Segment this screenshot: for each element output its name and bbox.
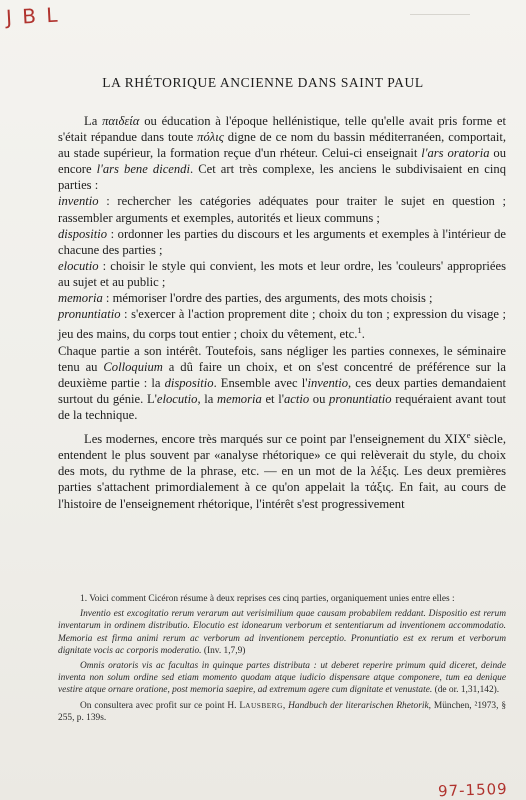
page-title: LA RHÉTORIQUE ANCIENNE DANS SAINT PAUL [102, 75, 424, 90]
list-item: inventio : rechercher les catégories adéquates pour traiter le sujet en question ; rassembler arguments et exemples, autorités et lieux communs ; [58, 194, 506, 225]
handwritten-mark: J B L [5, 2, 61, 30]
list-item: pronuntiatio : s'exercer à l'action proprement dite ; choix du ton ; expression du visage ; jeu des mains, du corps tout entier ; choix du vêtement, etc.$^1$. [58, 307, 506, 342]
parts-list [58, 193, 506, 342]
faint-header-rule [410, 14, 470, 15]
footnote-1: 1. Voici comment Cicéron résume à deux reprises ces cinq parties, organiquement unies entre elles : [80, 594, 455, 604]
footnote-quote-inventio: Inventio est excogitatio rerum verarum aut verisimilium quae causam probabilem reddant. Dispositio est rerum inventarum in ordinem distributio. Elocutio est idonearum verborum et sententiarum ad inventionem accommodatio. Memoria est firma animi rerum ac verborum ad inventionem perceptio. Pronuntiatio est ex rerum et verborum dignitate vocis ac corporis moderatio. (Inv. 1,7,9) [58, 609, 506, 656]
catalog-number: 97-1509 [437, 779, 508, 800]
footnote-lausberg: On consultera avec profit sur ce point H. LAUSBERG, Handbuch der literarischen Rhetorik, München, ²1973, § 255, p. 139s. [58, 700, 507, 723]
paragraph-choice: Chaque partie a son intérêt. Toutefois, sans négliger les parties connexes, le séminaire tenu au Colloquium a dû faire un choix, et on s'est concentré de préférence sur la deuxième partie : la dispositio. Ensemble avec l'inventio, ces deux parties demandaient surtout du génie. L'elocutio, la memoria et l'actio ou pronuntiatio requéraient avant tout de la technique. [58, 343, 507, 422]
main-text [58, 113, 506, 512]
list-item: dispositio : ordonner les parties du discours et les arguments et exemples à l'intérieur de chacune des parties ; [58, 226, 506, 257]
list-item: elocutio : choisir le style qui convient, les mots et leur ordre, les 'couleurs' appropriées au sujet et au public ; [58, 258, 506, 289]
paragraph-modernes: Les modernes, encore très marqués sur ce point par l'enseignement du XIXe siècle, entendent le plus souvent par «analyse rhétorique» ce qui relèverait du style, du choix des mots, du rythme de la phrase, etc. — en un mot de la λέξις. Les deux premières parties s'attachent primordialement à ce qu'on appelait la τάξις. En fait, au cours de l'histoire de l'enseignement rhétorique, l'intérêt s'est progressivement [58, 429, 506, 511]
footnotes [58, 593, 506, 724]
footnote-quote-de-oratore: Omnis oratoris vis ac facultas in quinque partes distributa : ut deberet reperire primum quid diceret, deinde inventa non solum ordine sed etiam momento quodam atque iudicio dispensare atque componere, tum ea denique vestire atque ornare oratione, post memoria saepire, ad extremum agere cum dignitate et venustate. (de or. 1,31,142). [58, 661, 506, 696]
paragraph-intro: La παιδεία ou éducation à l'époque hellénistique, telle qu'elle avait pris forme et s'était répandue dans toute πόλις digne de ce nom du bassin méditerranéen, comportait, au stade supérieur, la formation reçue d'un rhéteur. Celui-ci enseignait l'ars oratoria ou encore l'ars bene dicendi. Cet art très complexe, les anciens le subdivisaient en cinq parties : [58, 114, 507, 193]
list-item: memoria : mémoriser l'ordre des parties, des arguments, des mots choisis ; [58, 291, 433, 306]
